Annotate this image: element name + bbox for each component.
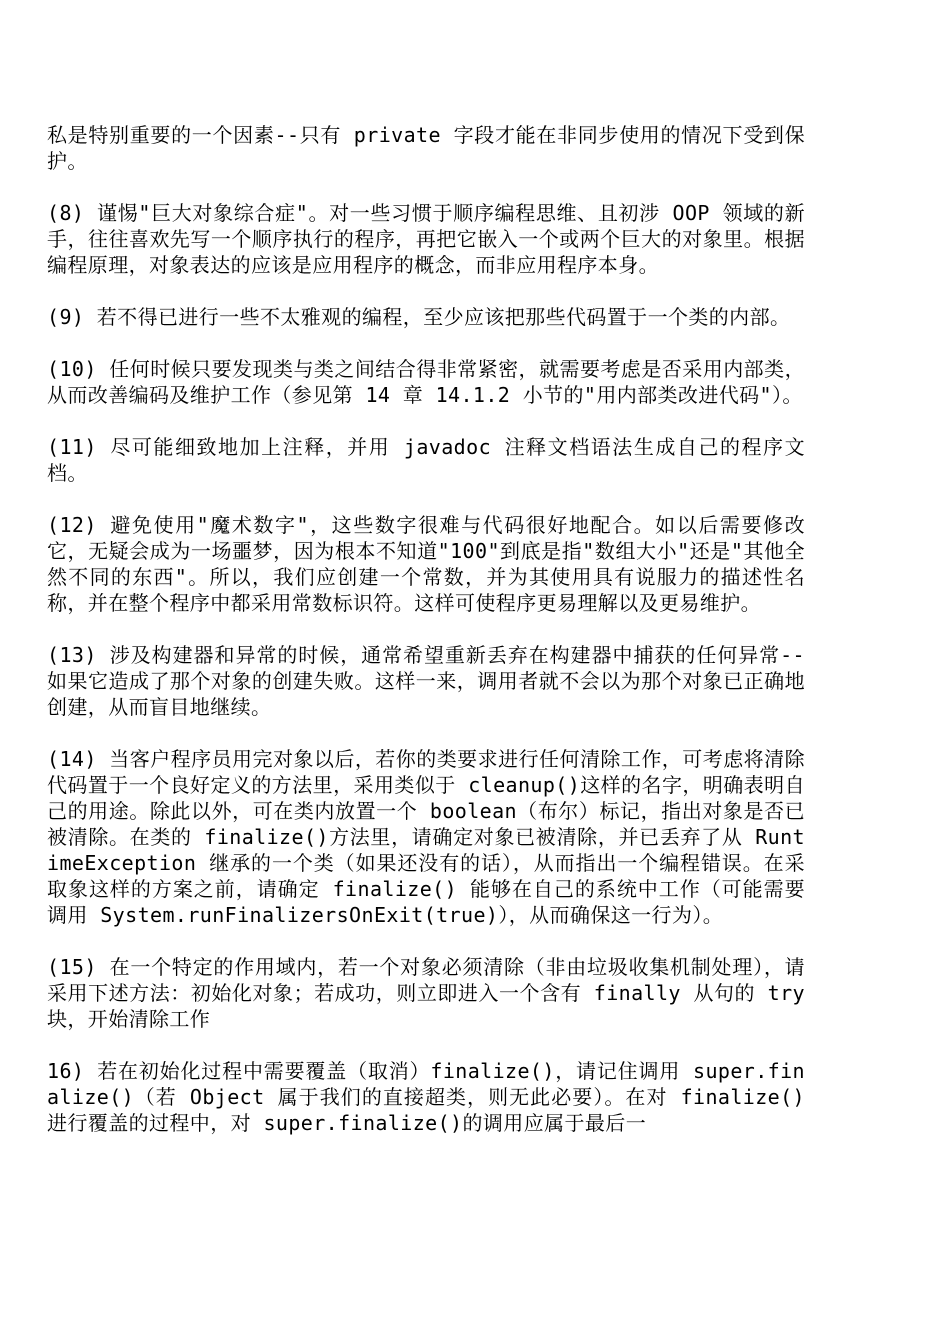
paragraph-item-8: (8) 谨惕"巨大对象综合症"。对一些习惯于顺序编程思维、且初涉 OOP 领域的新手，往往喜欢先写一个顺序执行的程序，再把它嵌入一个或两个巨大的对象里。根据编程原理，对象表达的应该是应用程序的概念，而非应用程序本身。	[47, 201, 805, 277]
paragraph-item-10: (10) 任何时候只要发现类与类之间结合得非常紧密，就需要考虑是否采用内部类，从而改善编码及维护工作（参见第 14 章 14.1.2 小节的"用内部类改进代码"）。	[47, 357, 805, 407]
document-page	[47, 122, 805, 1162]
paragraph-private-fields: 私是特别重要的一个因素--只有 private 字段才能在非同步使用的情况下受到保护。	[47, 123, 805, 173]
paragraph-item-11: (11) 尽可能细致地加上注释，并用 javadoc 注释文档语法生成自己的程序文档。	[47, 435, 805, 485]
paragraph-item-14: (14) 当客户程序员用完对象以后，若你的类要求进行任何清除工作，可考虑将清除代码置于一个良好定义的方法里，采用类似于 cleanup()这样的名字，明确表明自己的用途。除此以外，可在类内放置一个 boolean（布尔）标记，指出对象是否已被清除。在类的 finalize()方法里，请确定对象已被清除，并已丢弃了从 RuntimeException 继承的一个类（如果还没有的话），从而指出一个编程错误。在采取象这样的方案之前，请确定 finalize() 能够在自己的系统中工作（可能需要调用 System.runFinalizersOnExit(true)），从而确保这一行为）。	[47, 747, 805, 927]
paragraph-item-15: (15) 在一个特定的作用域内，若一个对象必须清除（非由垃圾收集机制处理），请采用下述方法：初始化对象；若成功，则立即进入一个含有 finally 从句的 try 块，开始清除工作	[47, 955, 805, 1031]
paragraph-item-12: (12) 避免使用"魔术数字"，这些数字很难与代码很好地配合。如以后需要修改它，无疑会成为一场噩梦，因为根本不知道"100"到底是指"数组大小"还是"其他全然不同的东西"。所以，我们应创建一个常数，并为其使用具有说服力的描述性名称，并在整个程序中都采用常数标识符。这样可使程序更易理解以及更易维护。	[47, 513, 805, 615]
paragraph-item-16: 16) 若在初始化过程中需要覆盖（取消）finalize()，请记住调用 super.finalize()（若 Object 属于我们的直接超类，则无此必要）。在对 finalize()进行覆盖的过程中，对 super.finalize()的调用应属于最后一	[47, 1059, 805, 1135]
paragraph-item-9: (9) 若不得已进行一些不太雅观的编程，至少应该把那些代码置于一个类的内部。	[47, 305, 791, 329]
paragraph-item-13: (13) 涉及构建器和异常的时候，通常希望重新丢弃在构建器中捕获的任何异常--如果它造成了那个对象的创建失败。这样一来，调用者就不会以为那个对象已正确地创建，从而盲目地继续。	[47, 643, 805, 719]
